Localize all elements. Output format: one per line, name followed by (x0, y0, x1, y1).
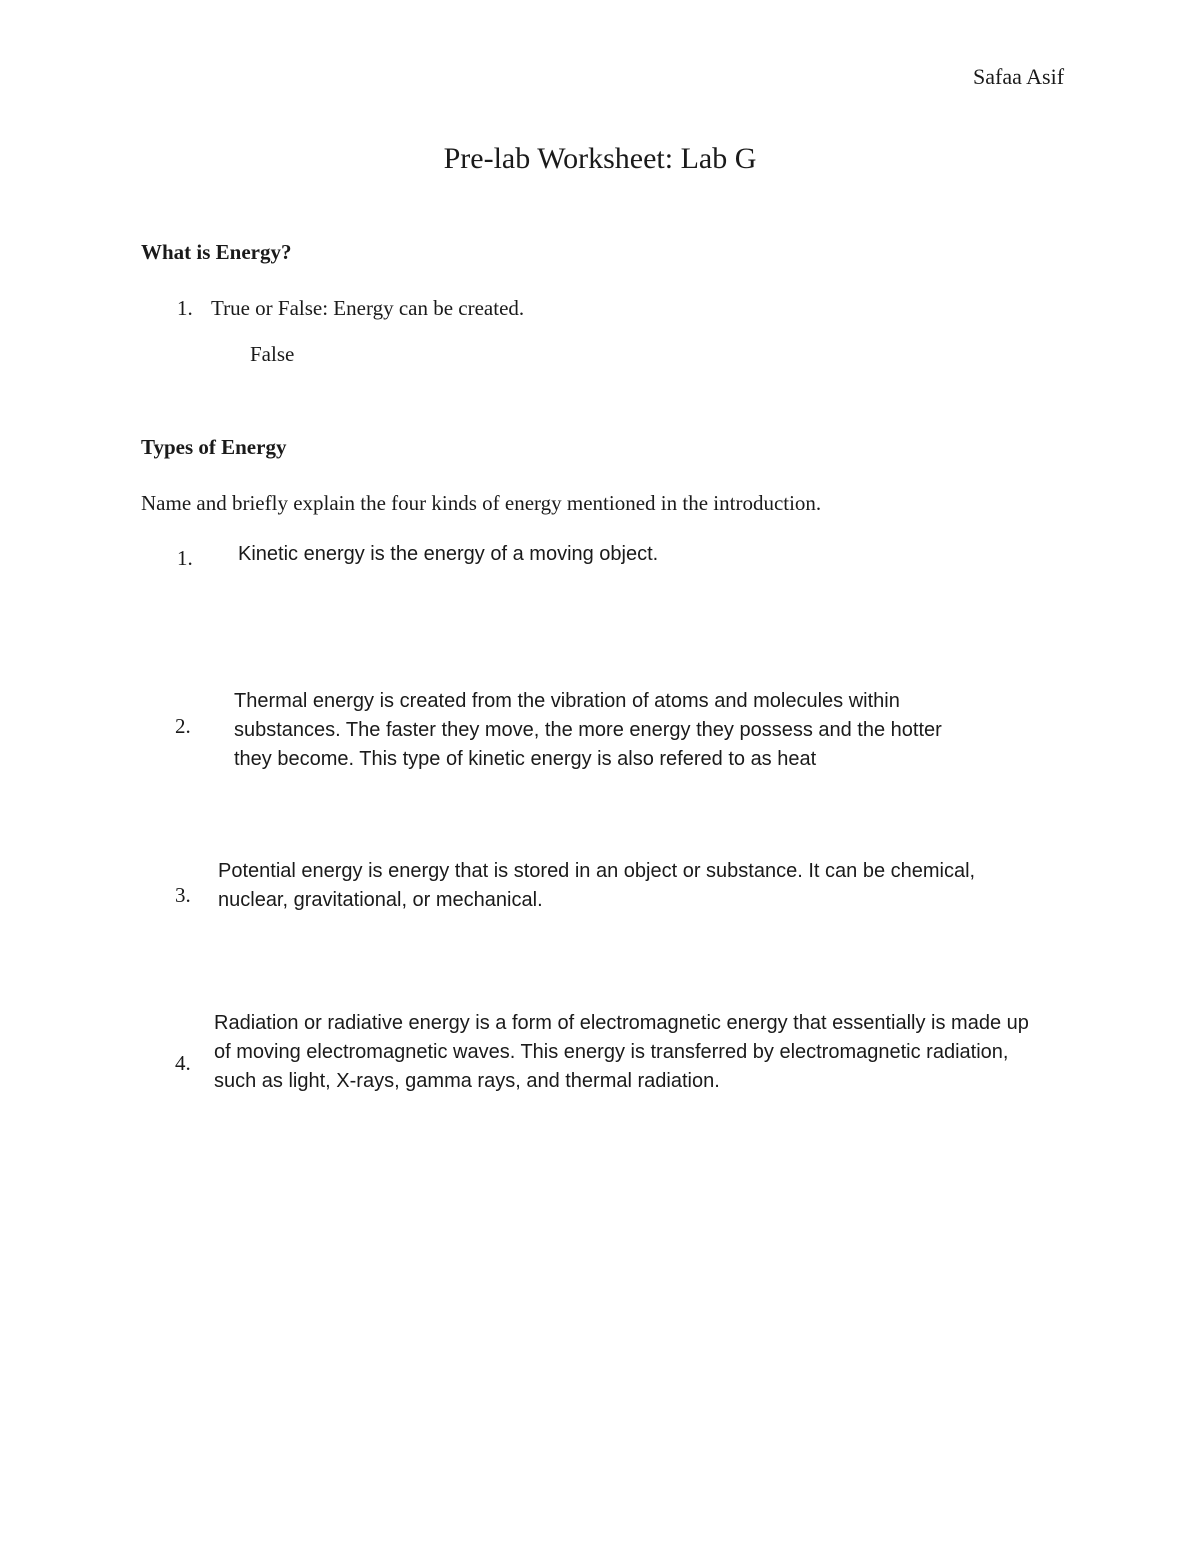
answer-line: they become. This type of kinetic energy is also refered to as heat (234, 748, 817, 770)
answer-line: of moving electromagnetic waves. This energy is transferred by electromagnetic radiation, (214, 1041, 1009, 1063)
answer-text-2 (234, 687, 942, 774)
question-text: True or False: Energy can be created. (211, 296, 525, 320)
answer-line: Radiation or radiative energy is a form of electromagnetic energy that essentially is made up (214, 1012, 1029, 1034)
answer-line: such as light, X-rays, gamma rays, and thermal radiation. (214, 1070, 720, 1092)
author-name: Safaa Asif (973, 64, 1065, 89)
section-heading-types-of-energy: Types of Energy (141, 435, 287, 459)
answer-line: nuclear, gravitational, or mechanical. (218, 889, 543, 911)
section-heading-what-is-energy: What is Energy? (141, 240, 292, 264)
answer-line: substances. The faster they move, the more energy they possess and the hotter (234, 719, 942, 741)
answer-text-4 (214, 1009, 1029, 1096)
question-number: 1. (177, 296, 193, 320)
answer-text-3 (218, 857, 975, 915)
answer-line: Kinetic energy is the energy of a moving object. (238, 543, 659, 565)
answer-number-3: 3. (175, 883, 191, 907)
instructions-text: Name and briefly explain the four kinds of energy mentioned in the introduction. (141, 491, 822, 515)
answer-text-1 (238, 540, 658, 569)
answer-line: Potential energy is energy that is stored in an object or substance. It can be chemical, (218, 860, 976, 882)
answer-number-4: 4. (175, 1051, 191, 1075)
answer-number-1: 1. (177, 546, 193, 570)
answer-number-2: 2. (175, 714, 191, 738)
question-answer: False (250, 342, 295, 366)
answer-line: Thermal energy is created from the vibration of atoms and molecules within (234, 690, 900, 712)
page-title: Pre-lab Worksheet: Lab G (443, 142, 757, 175)
